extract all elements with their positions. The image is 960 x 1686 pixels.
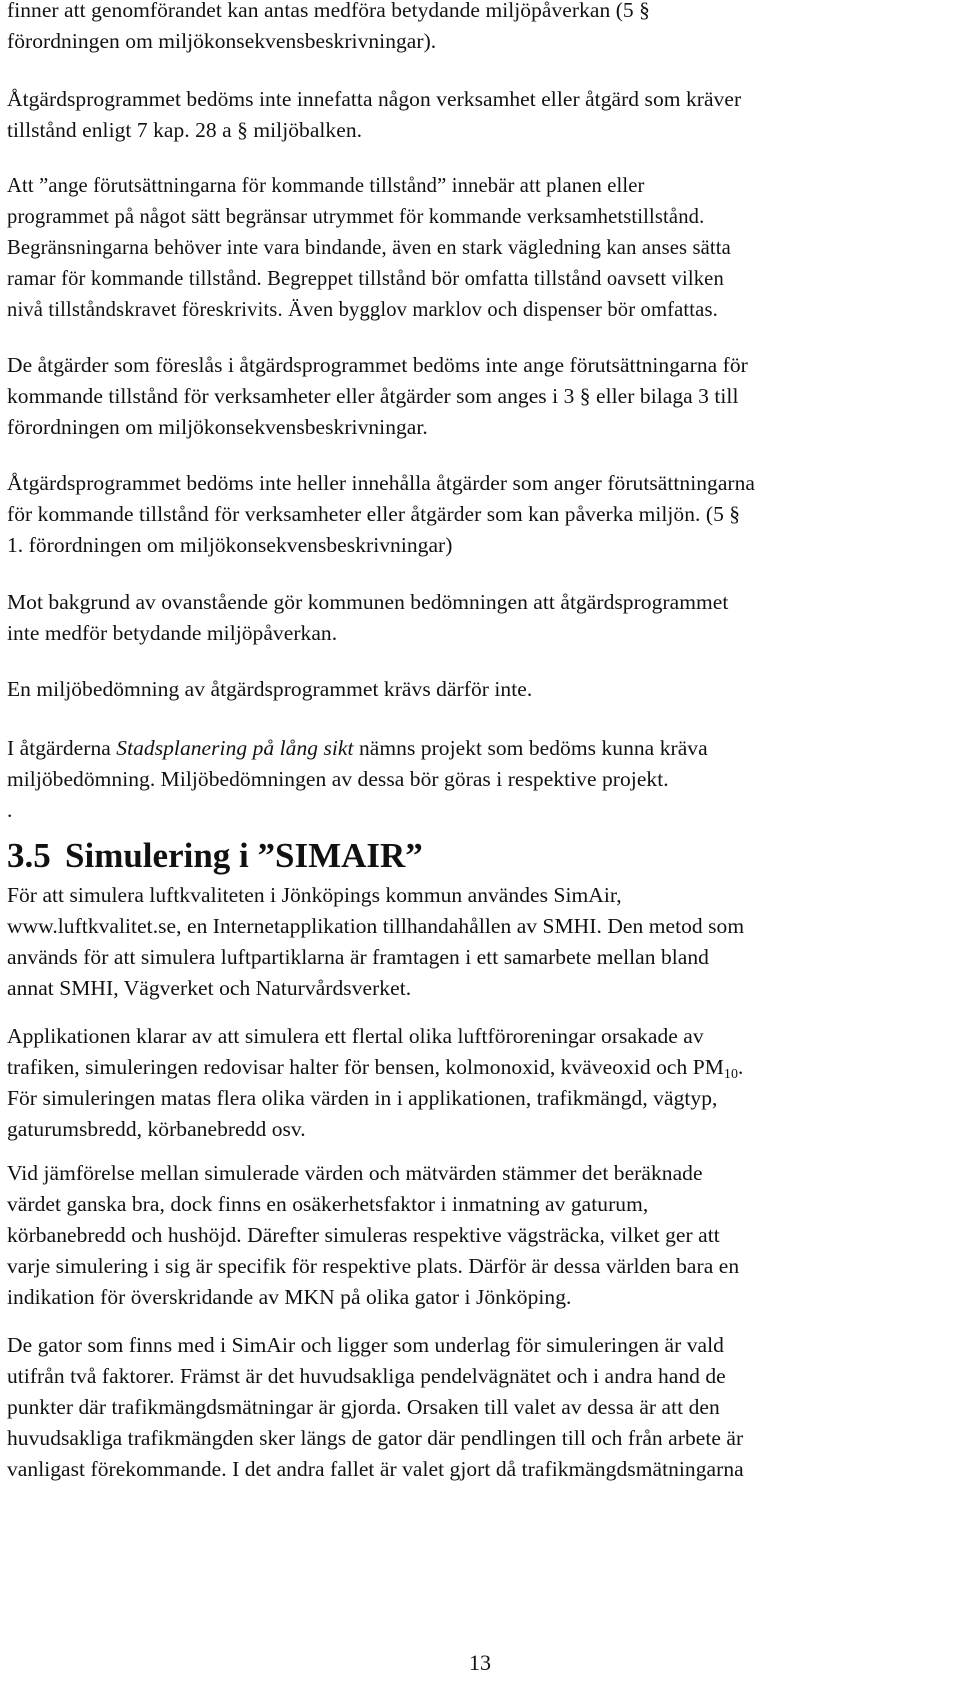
- text-line: 1. förordningen om miljökonsekvensbeskrivningar): [7, 533, 453, 557]
- text-line: förordningen om miljökonsekvensbeskrivningar.: [7, 415, 428, 439]
- text-line: används för att simulera luftpartiklarna är framtagen i ett samarbete mellan bland: [7, 945, 709, 969]
- text-line: programmet på något sätt begränsar utrymmet för kommande verksamhetstillstånd.: [7, 206, 705, 228]
- text-line: Åtgärdsprogrammet bedöms inte innefatta någon verksamhet eller åtgärd som kräver: [7, 87, 742, 111]
- paragraph: [7, 880, 744, 1004]
- italic-phrase: Stadsplanering på lång sikt: [116, 736, 354, 760]
- paragraph: [7, 350, 748, 443]
- text-line: trafiken, simuleringen redovisar halter för bensen, kolmonoxid, kväveoxid och $PM_{10}$.: [7, 1055, 744, 1082]
- subscript: 10: [723, 1067, 739, 1082]
- text-line: Mot bakgrund av ovanstående gör kommunen bedömningen att åtgärdsprogrammet: [7, 590, 729, 614]
- paragraph: [7, 84, 741, 146]
- text-line: För simuleringen matas flera olika värden in i applikationen, trafikmängd, vägtyp,: [7, 1086, 718, 1110]
- text-line: miljöbedömning. Miljöbedömningen av dessa bör göras i respektive projekt.: [7, 767, 669, 791]
- text-line: De gator som finns med i SimAir och ligger som underlag för simuleringen är vald: [7, 1333, 724, 1357]
- text-line: finner att genomförandet kan antas medföra betydande miljöpåverkan (5 §: [7, 0, 650, 22]
- paragraph: [7, 733, 708, 826]
- text-line: huvudsakliga trafikmängden sker längs de gator där pendlingen till och från arbete är: [7, 1426, 744, 1450]
- text-line: annat SMHI, Vägverket och Naturvårdsverket.: [7, 976, 412, 1000]
- text-line: Att ”ange förutsättningarna för kommande tillstånd” innebär att planen eller: [7, 175, 645, 197]
- text-line: punkter där trafikmängdsmätningar är gjorda. Orsaken till valet av dessa är att den: [7, 1395, 720, 1419]
- text-line: kommande tillstånd för verksamheter eller åtgärder som anges i 3 § eller bilaga 3 till: [7, 384, 739, 408]
- text-line: Begränsningarna behöver inte vara bindande, även en stark vägledning kan anses sätta: [7, 237, 731, 259]
- paragraph: [7, 1158, 739, 1313]
- text-line: körbanebredd och hushöjd. Därefter simuleras respektive vägsträcka, vilket ger att: [7, 1223, 720, 1247]
- section-number: 3.5: [7, 836, 51, 875]
- text-line: ramar för kommande tillstånd. Begreppet tillstånd bör omfatta tillstånd oavsett vilken: [7, 268, 724, 290]
- text-line: I åtgärderna Stadsplanering på lång sikt nämns projekt som bedöms kunna kräva: [7, 736, 708, 760]
- text-line: För att simulera luftkvaliteten i Jönköpings kommun användes SimAir,: [7, 883, 622, 907]
- paragraph: [7, 0, 650, 57]
- text-line: .: [7, 798, 13, 822]
- text-line: för kommande tillstånd för verksamheter eller åtgärder som kan påverka miljön. (5 §: [7, 502, 741, 526]
- text-line: förordningen om miljökonsekvensbeskrivningar).: [7, 29, 437, 53]
- text-line: indikation för överskridande av MKN på olika gator i Jönköping.: [7, 1285, 572, 1309]
- text-line: värdet ganska bra, dock finns en osäkerhetsfaktor i inmatning av gaturum,: [7, 1192, 649, 1216]
- paragraph: [7, 171, 731, 326]
- paragraph: [7, 468, 755, 561]
- paragraph: [7, 1330, 744, 1485]
- text-line: nivå tillståndskravet föreskrivits. Även bygglov marklov och dispenser bör omfattas.: [7, 299, 718, 321]
- text-line: Applikationen klarar av att simulera ett flertal olika luftföroreningar orsakade av: [7, 1024, 704, 1048]
- text-line: utifrån två faktorer. Främst är det huvudsakliga pendelvägnätet och i andra hand de: [7, 1364, 726, 1388]
- section-title: Simulering i ”SIMAIR”: [65, 836, 423, 875]
- text-line: varje simulering i sig är specifik för respektive plats. Därför är dessa världen bara en: [7, 1254, 740, 1278]
- page-number: 13: [469, 1650, 491, 1675]
- text-line: inte medför betydande miljöpåverkan.: [7, 621, 338, 645]
- text-line: Åtgärdsprogrammet bedöms inte heller innehålla åtgärder som anger förutsättningarna: [7, 471, 756, 495]
- text-line: gaturumsbredd, körbanebredd osv.: [7, 1117, 306, 1141]
- section-heading: [7, 834, 423, 878]
- paragraph: [7, 587, 728, 649]
- text-line: tillstånd enligt 7 kap. 28 a § miljöbalken.: [7, 118, 363, 142]
- text-line: De åtgärder som föreslås i åtgärdsprogrammet bedöms inte ange förutsättningarna för: [7, 353, 748, 377]
- text-line: En miljöbedömning av åtgärdsprogrammet krävs därför inte.: [7, 677, 533, 701]
- text-line: www.luftkvalitet.se, en Internetapplikation tillhandahållen av SMHI. Den metod som: [7, 914, 745, 938]
- paragraph: [7, 1021, 743, 1145]
- paragraph: [7, 674, 532, 705]
- text-line: vanligast förekommande. I det andra fallet är valet gjort då trafikmängdsmätningarna: [7, 1457, 744, 1481]
- text-line: Vid jämförelse mellan simulerade värden och mätvärden stämmer det beräknade: [7, 1161, 703, 1185]
